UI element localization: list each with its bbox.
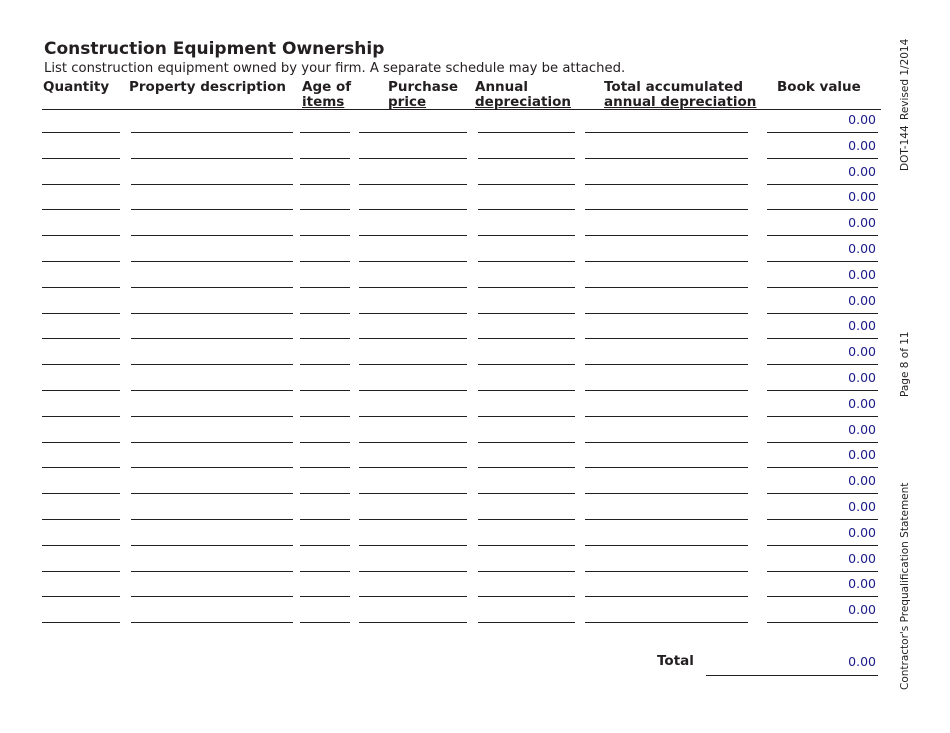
property-description-field[interactable] — [131, 109, 293, 133]
purchase-price-field[interactable] — [359, 135, 467, 159]
book-value-field[interactable]: 0.00 — [767, 573, 878, 597]
book-value-field[interactable]: 0.00 — [767, 599, 878, 623]
property-description-field[interactable] — [131, 393, 293, 417]
annual-depreciation-field[interactable] — [478, 444, 575, 468]
accumulated-depreciation-field[interactable] — [585, 393, 748, 417]
purchase-price-field[interactable] — [359, 109, 467, 133]
accumulated-depreciation-field[interactable] — [585, 496, 748, 520]
property-description-field[interactable] — [131, 470, 293, 494]
age-field[interactable] — [300, 341, 350, 365]
accumulated-depreciation-field[interactable] — [585, 212, 748, 236]
property-description-field[interactable] — [131, 238, 293, 262]
book-value-field[interactable]: 0.00 — [767, 419, 878, 443]
book-value-field[interactable]: 0.00 — [767, 496, 878, 520]
annual-depreciation-field[interactable] — [478, 212, 575, 236]
property-description-field[interactable] — [131, 444, 293, 468]
age-field[interactable] — [300, 444, 350, 468]
quantity-field[interactable] — [42, 186, 120, 210]
quantity-field[interactable] — [42, 290, 120, 314]
age-field[interactable] — [300, 470, 350, 494]
property-description-field[interactable] — [131, 341, 293, 365]
book-value-field[interactable]: 0.00 — [767, 290, 878, 314]
book-value-field[interactable]: 0.00 — [767, 522, 878, 546]
accumulated-depreciation-field[interactable] — [585, 109, 748, 133]
purchase-price-field[interactable] — [359, 522, 467, 546]
property-description-field[interactable] — [131, 264, 293, 288]
purchase-price-field[interactable] — [359, 315, 467, 339]
col-header-accum-line2: annual depreciation — [604, 94, 757, 110]
property-description-field[interactable] — [131, 212, 293, 236]
book-value-field[interactable]: 0.00 — [767, 161, 878, 185]
property-description-field[interactable] — [131, 522, 293, 546]
total-value-field[interactable]: 0.00 — [706, 650, 878, 676]
col-header-annual-line2: depreciation — [475, 94, 572, 110]
col-header-purchase-line2: price — [388, 94, 427, 110]
property-description-field[interactable] — [131, 135, 293, 159]
age-field[interactable] — [300, 186, 350, 210]
col-header-quantity: Quantity — [43, 79, 110, 95]
book-value-field[interactable]: 0.00 — [767, 444, 878, 468]
purchase-price-field[interactable] — [359, 470, 467, 494]
age-field[interactable] — [300, 599, 350, 623]
age-field[interactable] — [300, 393, 350, 417]
annual-depreciation-field[interactable] — [478, 367, 575, 391]
property-description-field[interactable] — [131, 548, 293, 572]
col-header-annual-line1: Annual — [475, 79, 529, 95]
col-header-purchase-line1: Purchase — [388, 79, 459, 95]
quantity-field[interactable] — [42, 573, 120, 597]
quantity-field[interactable] — [42, 212, 120, 236]
age-field[interactable] — [300, 496, 350, 520]
age-field[interactable] — [300, 135, 350, 159]
purchase-price-field[interactable] — [359, 290, 467, 314]
quantity-field[interactable] — [42, 161, 120, 185]
total-label: Total — [657, 653, 694, 669]
age-field[interactable] — [300, 238, 350, 262]
accumulated-depreciation-field[interactable] — [585, 161, 748, 185]
age-field[interactable] — [300, 548, 350, 572]
quantity-field[interactable] — [42, 238, 120, 262]
accumulated-depreciation-field[interactable] — [585, 290, 748, 314]
quantity-field[interactable] — [42, 419, 120, 443]
annual-depreciation-field[interactable] — [478, 315, 575, 339]
quantity-field[interactable] — [42, 522, 120, 546]
age-field[interactable] — [300, 290, 350, 314]
book-value-field[interactable]: 0.00 — [767, 109, 878, 133]
purchase-price-field[interactable] — [359, 573, 467, 597]
accumulated-depreciation-field[interactable] — [585, 135, 748, 159]
property-description-field[interactable] — [131, 161, 293, 185]
quantity-field[interactable] — [42, 367, 120, 391]
annual-depreciation-field[interactable] — [478, 419, 575, 443]
annual-depreciation-field[interactable] — [478, 522, 575, 546]
annual-depreciation-field[interactable] — [478, 393, 575, 417]
quantity-field[interactable] — [42, 470, 120, 494]
age-field[interactable] — [300, 419, 350, 443]
property-description-field[interactable] — [131, 315, 293, 339]
accumulated-depreciation-field[interactable] — [585, 548, 748, 572]
age-field[interactable] — [300, 161, 350, 185]
quantity-field[interactable] — [42, 264, 120, 288]
property-description-field[interactable] — [131, 367, 293, 391]
purchase-price-field[interactable] — [359, 393, 467, 417]
col-header-property-description: Property description — [129, 79, 287, 95]
book-value-field[interactable]: 0.00 — [767, 393, 878, 417]
purchase-price-field[interactable] — [359, 419, 467, 443]
annual-depreciation-field[interactable] — [478, 290, 575, 314]
annual-depreciation-field[interactable] — [478, 341, 575, 365]
quantity-field[interactable] — [42, 315, 120, 339]
col-header-book-value: Book value — [777, 79, 861, 95]
accumulated-depreciation-field[interactable] — [585, 573, 748, 597]
col-header-accum-line1: Total accumulated — [604, 79, 743, 95]
annual-depreciation-field[interactable] — [478, 186, 575, 210]
annual-depreciation-field[interactable] — [478, 548, 575, 572]
accumulated-depreciation-field[interactable] — [585, 186, 748, 210]
book-value-field[interactable]: 0.00 — [767, 212, 878, 236]
book-value-field[interactable]: 0.00 — [767, 341, 878, 365]
purchase-price-field[interactable] — [359, 444, 467, 468]
property-description-field[interactable] — [131, 290, 293, 314]
accumulated-depreciation-field[interactable] — [585, 599, 748, 623]
annual-depreciation-field[interactable] — [478, 599, 575, 623]
annual-depreciation-field[interactable] — [478, 238, 575, 262]
book-value-field[interactable]: 0.00 — [767, 264, 878, 288]
form-subtitle: List construction equipment owned by your firm. A separate schedule may be attached. — [44, 61, 626, 76]
annual-depreciation-field[interactable] — [478, 161, 575, 185]
accumulated-depreciation-field[interactable] — [585, 444, 748, 468]
purchase-price-field[interactable] — [359, 496, 467, 520]
quantity-field[interactable] — [42, 109, 120, 133]
purchase-price-field[interactable] — [359, 548, 467, 572]
quantity-field[interactable] — [42, 393, 120, 417]
age-field[interactable] — [300, 109, 350, 133]
book-value-field[interactable]: 0.00 — [767, 367, 878, 391]
col-header-age-line2: items — [302, 94, 345, 110]
book-value-field[interactable]: 0.00 — [767, 238, 878, 262]
property-description-field[interactable] — [131, 419, 293, 443]
quantity-field[interactable] — [42, 496, 120, 520]
purchase-price-field[interactable] — [359, 212, 467, 236]
book-value-field[interactable]: 0.00 — [767, 548, 878, 572]
accumulated-depreciation-field[interactable] — [585, 264, 748, 288]
purchase-price-field[interactable] — [359, 238, 467, 262]
accumulated-depreciation-field[interactable] — [585, 341, 748, 365]
book-value-field[interactable]: 0.00 — [767, 315, 878, 339]
property-description-field[interactable] — [131, 186, 293, 210]
quantity-field[interactable] — [42, 444, 120, 468]
col-header-age-line1: Age of — [302, 79, 352, 95]
quantity-field[interactable] — [42, 135, 120, 159]
quantity-field[interactable] — [42, 341, 120, 365]
side-page-number: Page 8 of 11 — [899, 331, 911, 397]
property-description-field[interactable] — [131, 496, 293, 520]
accumulated-depreciation-field[interactable] — [585, 315, 748, 339]
age-field[interactable] — [300, 212, 350, 236]
annual-depreciation-field[interactable] — [478, 135, 575, 159]
age-field[interactable] — [300, 573, 350, 597]
age-field[interactable] — [300, 264, 350, 288]
annual-depreciation-field[interactable] — [478, 573, 575, 597]
property-description-field[interactable] — [131, 599, 293, 623]
side-revised: Revised 1/2014 — [899, 38, 911, 120]
age-field[interactable] — [300, 367, 350, 391]
accumulated-depreciation-field[interactable] — [585, 367, 748, 391]
book-value-field[interactable]: 0.00 — [767, 186, 878, 210]
accumulated-depreciation-field[interactable] — [585, 419, 748, 443]
side-document-title: Contractor's Prequalification Statement — [899, 482, 911, 690]
accumulated-depreciation-field[interactable] — [585, 470, 748, 494]
annual-depreciation-field[interactable] — [478, 109, 575, 133]
annual-depreciation-field[interactable] — [478, 496, 575, 520]
annual-depreciation-field[interactable] — [478, 470, 575, 494]
purchase-price-field[interactable] — [359, 161, 467, 185]
quantity-field[interactable] — [42, 599, 120, 623]
form-title: Construction Equipment Ownership — [44, 39, 385, 59]
annual-depreciation-field[interactable] — [478, 264, 575, 288]
side-form-id: DOT-144 — [899, 125, 911, 171]
age-field[interactable] — [300, 522, 350, 546]
accumulated-depreciation-field[interactable] — [585, 522, 748, 546]
book-value-field[interactable]: 0.00 — [767, 470, 878, 494]
purchase-price-field[interactable] — [359, 186, 467, 210]
purchase-price-field[interactable] — [359, 264, 467, 288]
property-description-field[interactable] — [131, 573, 293, 597]
age-field[interactable] — [300, 315, 350, 339]
accumulated-depreciation-field[interactable] — [585, 238, 748, 262]
purchase-price-field[interactable] — [359, 341, 467, 365]
book-value-field[interactable]: 0.00 — [767, 135, 878, 159]
purchase-price-field[interactable] — [359, 599, 467, 623]
purchase-price-field[interactable] — [359, 367, 467, 391]
quantity-field[interactable] — [42, 548, 120, 572]
